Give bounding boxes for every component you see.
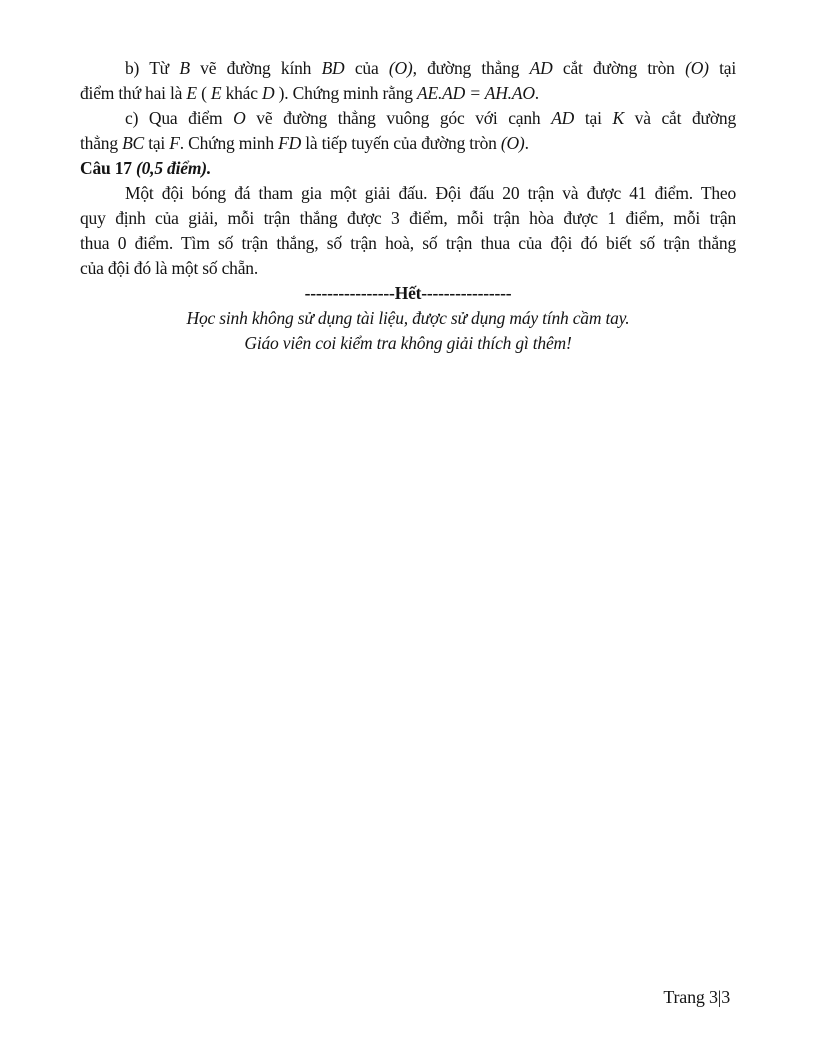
text-run: cắt đường tròn — [552, 58, 686, 78]
math-run: E — [186, 83, 197, 103]
math-run: K — [612, 108, 624, 128]
text-run: tại — [708, 58, 736, 78]
math-run: E — [210, 83, 222, 103]
text-run: (0,5 điểm). — [135, 158, 212, 178]
text-run: ---------------- — [421, 283, 512, 303]
question-16c-line-1 — [80, 106, 736, 131]
text-run: quy định của giải, mỗi trận thắng được 3 điểm, mỗi trận hòa được 1 điểm, mỗi trận — [80, 208, 736, 228]
math-run: BD — [321, 58, 345, 78]
question-17-line-4 — [80, 256, 736, 281]
text-run: khác — [221, 83, 262, 103]
text-run: và cắt đường — [623, 108, 736, 128]
question-16b-line-1 — [80, 56, 736, 81]
math-run: D — [261, 83, 275, 103]
document-body — [80, 56, 736, 356]
end-divider — [80, 281, 736, 306]
exam-note-1 — [80, 306, 736, 331]
question-17-line-3 — [80, 231, 736, 256]
text-run: vẽ đường thẳng vuông góc với cạnh — [245, 108, 552, 128]
text-run: Một đội bóng đá tham gia một giải đấu. Đội đấu 20 trận và được 41 điểm. Theo — [125, 183, 736, 203]
math-run: F — [169, 133, 180, 153]
math-run: O — [233, 108, 246, 128]
text-run: thua 0 điểm. Tìm số trận thắng, số trận hoà, số trận thua của đội đó biết số trận thắng — [80, 233, 736, 253]
text-run: . — [524, 133, 529, 153]
text-run: . Chứng minh — [179, 133, 279, 153]
text-run: của đội đó là một số chẵn. — [80, 258, 259, 278]
text-run: , đường thẳng — [412, 58, 530, 78]
math-run: B — [179, 58, 190, 78]
math-run: FD — [278, 133, 302, 153]
page-number: Trang 3|3 — [663, 987, 730, 1007]
math-run: BC — [122, 133, 145, 153]
text-run: ( — [196, 83, 211, 103]
math-run: AD — [529, 58, 553, 78]
text-run: tại — [574, 108, 613, 128]
text-run: điểm thứ hai là — [80, 83, 187, 103]
question-16b-line-2 — [80, 81, 736, 106]
question-16c-line-2 — [80, 131, 736, 156]
math-run: (O) — [388, 58, 413, 78]
text-run: ). Chứng minh rằng — [274, 83, 417, 103]
text-run: Câu 17 — [80, 158, 136, 178]
text-run: là tiếp tuyến của đường tròn — [301, 133, 501, 153]
text-run: ---------------- — [304, 283, 395, 303]
text-run: vẽ đường kính — [189, 58, 322, 78]
text-run: Giáo viên coi kiểm tra không giải thích gì thêm! — [244, 333, 572, 353]
text-run: tại — [144, 133, 170, 153]
text-run: Hết — [394, 283, 422, 303]
math-run: (O) — [500, 133, 525, 153]
text-run: Học sinh không sử dụng tài liệu, được sử dụng máy tính cầm tay. — [186, 308, 630, 328]
text-run: . — [534, 83, 539, 103]
question-17-heading — [80, 156, 736, 181]
exam-note-2 — [80, 331, 736, 356]
text-run: b) Từ — [125, 58, 180, 78]
question-17-line-2 — [80, 206, 736, 231]
text-run: của — [344, 58, 389, 78]
math-run: (O) — [685, 58, 709, 78]
question-17-line-1 — [80, 181, 736, 206]
math-run: AD — [551, 108, 575, 128]
text-run: thẳng — [80, 133, 123, 153]
text-run: c) Qua điểm — [125, 108, 234, 128]
math-run: AE.AD = AH.AO — [417, 83, 535, 103]
